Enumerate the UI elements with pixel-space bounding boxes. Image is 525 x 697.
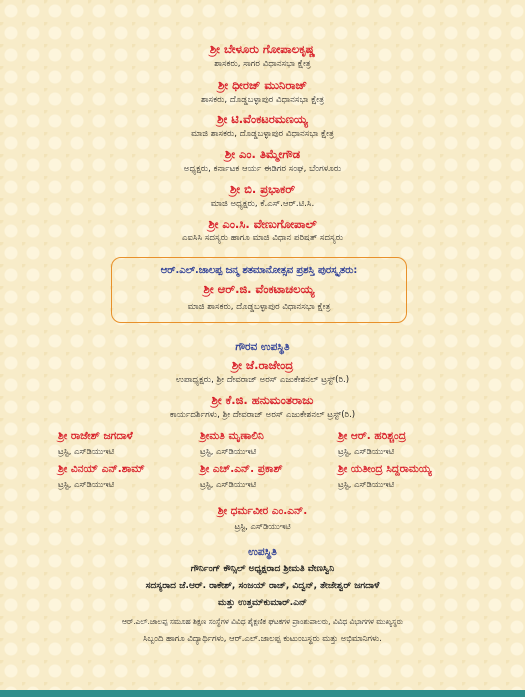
trustee-1-role: ಟ್ರಸ್ಟಿ, ಎಸ್‌ಡಿಯುಇಟಿ bbox=[58, 446, 115, 456]
presence-line-3: ಮತ್ತು ಉತ್ತಮ್‌ಕುಮಾರ್.ಎನ್ bbox=[218, 598, 307, 608]
honorary-person-2-name: ಶ್ರೀ ಕೆ.ಜಿ. ಹನುಮಂತರಾಜು bbox=[211, 393, 314, 407]
bottom-color-band bbox=[0, 690, 525, 697]
dignitary-2-name: ಶ್ರೀ ಧೀರಜ್ ಮುನಿರಾಜ್ bbox=[218, 78, 307, 92]
presence-note-1: ಆರ್.ಎಲ್.ಜಾಲಪ್ಪ ಸಮೂಹ ಶಿಕ್ಷಣ ಸಂಸ್ಥೆಗಳ ವಿವಿಧ ಶೈಕ್ಷಣಿಕ ಘಟಕಗಳ ಪ್ರಾಂಶುಪಾಲರು, ವಿವಿಧ ವಿಭಾಗಗಳ ಮುಖ್ಯಸ್ಥರು bbox=[122, 617, 403, 626]
trustee-2-name: ಶ್ರೀಮತಿ ಮೃಣಾಲಿನಿ bbox=[200, 430, 264, 442]
trustee-4-role: ಟ್ರಸ್ಟಿ, ಎಸ್‌ಡಿಯುಇಟಿ bbox=[58, 479, 115, 489]
dignitary-3-role: ಮಾಜಿ ಶಾಸಕರು, ದೊಡ್ಡಬಳ್ಳಾಪುರ ವಿಧಾನಸಭಾ ಕ್ಷೇತ್ರ bbox=[191, 129, 334, 139]
dignitary-6-name: ಶ್ರೀ ಎಂ.ಸಿ. ವೇಣುಗೋಪಾಲ್ bbox=[208, 217, 317, 231]
trustee-7-role: ಟ್ರಸ್ಟಿ, ಎಸ್‌ಡಿಯುಇಟಿ bbox=[234, 521, 291, 531]
trustee-3-name: ಶ್ರೀ ಆರ್. ಹರಿಶ್ಚಂದ್ರ bbox=[338, 430, 406, 442]
presence-line-1: ಗೌರ್ನಿಂಗ್ ಕೌನ್ಸಿಲ್ ಅಧ್ಯಕ್ಷರಾದ ಶ್ರೀಮತಿ ವೇಣಸ್ವಿನಿ bbox=[190, 564, 335, 574]
award-recipient-role: ಮಾಜಿ ಶಾಸಕರು, ದೊಡ್ಡಬಳ್ಳಾಪುರ ವಿಧಾನಸಭಾ ಕ್ಷೇತ್ರ bbox=[187, 302, 331, 312]
trustee-5-name: ಶ್ರೀ ಎಚ್.ಎನ್. ಪ್ರಕಾಶ್ bbox=[200, 463, 283, 475]
trustee-5-role: ಟ್ರಸ್ಟಿ, ಎಸ್‌ಡಿಯುಇಟಿ bbox=[200, 479, 257, 489]
trustee-4 bbox=[58, 463, 188, 490]
presence-heading: ಉಪಸ್ಥಿತಿ bbox=[248, 546, 277, 558]
trustee-3-role: ಟ್ರಸ್ಟಿ, ಎಸ್‌ಡಿಯುಇಟಿ bbox=[338, 446, 395, 456]
honorary-person-2-role: ಕಾರ್ಯದರ್ಶಿಗಳು, ಶ್ರೀ ದೇವರಾಜ್ ಅರಸ್ ಎಜುಕೇಶನಲ್ ಟ್ರಸ್ಟ್(ರಿ.) bbox=[169, 410, 356, 420]
trustee-1-name: ಶ್ರೀ ರಾಜೇಶ್ ಜಗದಾಳೆ bbox=[58, 430, 133, 442]
dignitary-1-role: ಶಾಸಕರು, ಸಾಗರ ವಿಧಾನಸಭಾ ಕ್ಷೇತ್ರ bbox=[214, 59, 311, 69]
trustee-7 bbox=[0, 505, 525, 532]
dignitary-6-role: ಎಐಸಿಸಿ ಸದಸ್ಯರು ಹಾಗೂ ಮಾಜಿ ವಿಧಾನ ಪರಿಷತ್ ಸದಸ್ಯರು bbox=[181, 233, 344, 243]
dignitary-3-name: ಶ್ರೀ ಟಿ.ವೆಂಕಟರಮಣಯ್ಯ bbox=[217, 112, 308, 126]
trustee-3 bbox=[338, 430, 468, 457]
dignitary-4-role: ಅಧ್ಯಕ್ಷರು, ಕರ್ನಾಟಕ ಆರ್ಯ ಈಡಿಗರ ಸಂಘ, ಬೆಂಗಳೂರು bbox=[183, 164, 342, 174]
trustee-6-name: ಶ್ರೀ ಯತೀಂದ್ರ ಸಿದ್ದರಾಮಯ್ಯ bbox=[338, 463, 432, 475]
honorary-heading: ಗೌರವ ಉಪಸ್ಥಿತಿ bbox=[235, 341, 290, 353]
dignitary-5-role: ಮಾಜಿ ಅಧ್ಯಕ್ಷರು, ಕೆ.ಎಸ್.ಆರ್.ಟಿ.ಸಿ. bbox=[210, 199, 315, 209]
dignitary-5-name: ಶ್ರೀ ಬಿ. ಪ್ರಭಾಕರ್ bbox=[230, 182, 295, 196]
trustee-4-name: ಶ್ರೀ ವಿನಯ್ ಎನ್.ಶಾಮ್ bbox=[58, 463, 145, 475]
dignitary-1-name: ಶ್ರೀ ಬೇಳೂರು ಗೋಪಾಲಕೃಷ್ಣ bbox=[209, 42, 316, 56]
honorary-person-1-name: ಶ್ರೀ ಜೆ.ರಾಜೇಂದ್ರ bbox=[231, 358, 294, 372]
award-heading: ಆರ್.ಎಲ್.ಜಾಲಪ್ಪ ಜನ್ಮ ಶತಮಾನೋತ್ಸವ ಪ್ರಶಸ್ತಿ ಪುರಸ್ಕೃತರು: bbox=[160, 265, 358, 276]
award-recipient-name: ಶ್ರೀ ಆರ್.ಜಿ. ವೆಂಕಟಾಚಲಯ್ಯ bbox=[203, 282, 315, 296]
honorary-person-1-role: ಉಪಾಧ್ಯಕ್ಷರು, ಶ್ರೀ ದೇವರಾಜ್ ಅರಸ್ ಎಜುಕೇಶನಲ್ ಟ್ರಸ್ಟ್(ರಿ.) bbox=[175, 375, 350, 385]
presence-note-2: ಸಿಬ್ಬಂದಿ ಹಾಗೂ ವಿದ್ಯಾರ್ಥಿಗಳು, ಆರ್.ಎಲ್.ಜಾಲಪ್ಪ ಕುಟುಂಬಸ್ಥರು ಮತ್ತು ಅಭಿಮಾನಿಗಳು. bbox=[143, 633, 382, 643]
trustee-5 bbox=[200, 463, 330, 490]
presence-line-2: ಸದಸ್ಯರಾದ ಜೆ.ಆರ್. ರಾಕೇಶ್, ಸಂಜಯ್ ರಾಜ್, ವಿದ್ವನ್, ತೇಜೇಶ್ವರ್ ಜಗದಾಳೆ bbox=[145, 581, 380, 591]
trustee-7-name: ಶ್ರೀ ಧರ್ಮವೀರ ಎಂ.ಎನ್. bbox=[217, 505, 308, 517]
trustee-2 bbox=[200, 430, 330, 457]
dignitary-4-name: ಶ್ರೀ ಎಂ. ತಿಮ್ಮೇಗೌಡ bbox=[224, 147, 301, 161]
trustee-6-role: ಟ್ರಸ್ಟಿ, ಎಸ್‌ಡಿಯುಇಟಿ bbox=[338, 479, 395, 489]
trustee-6 bbox=[338, 463, 488, 490]
trustee-1 bbox=[58, 430, 188, 457]
dignitary-2-role: ಶಾಸಕರು, ದೊಡ್ಡಬಳ್ಳಾಪುರ ವಿಧಾನಸಭಾ ಕ್ಷೇತ್ರ bbox=[200, 95, 325, 105]
trustee-2-role: ಟ್ರಸ್ಟಿ, ಎಸ್‌ಡಿಯುಇಟಿ bbox=[200, 446, 257, 456]
